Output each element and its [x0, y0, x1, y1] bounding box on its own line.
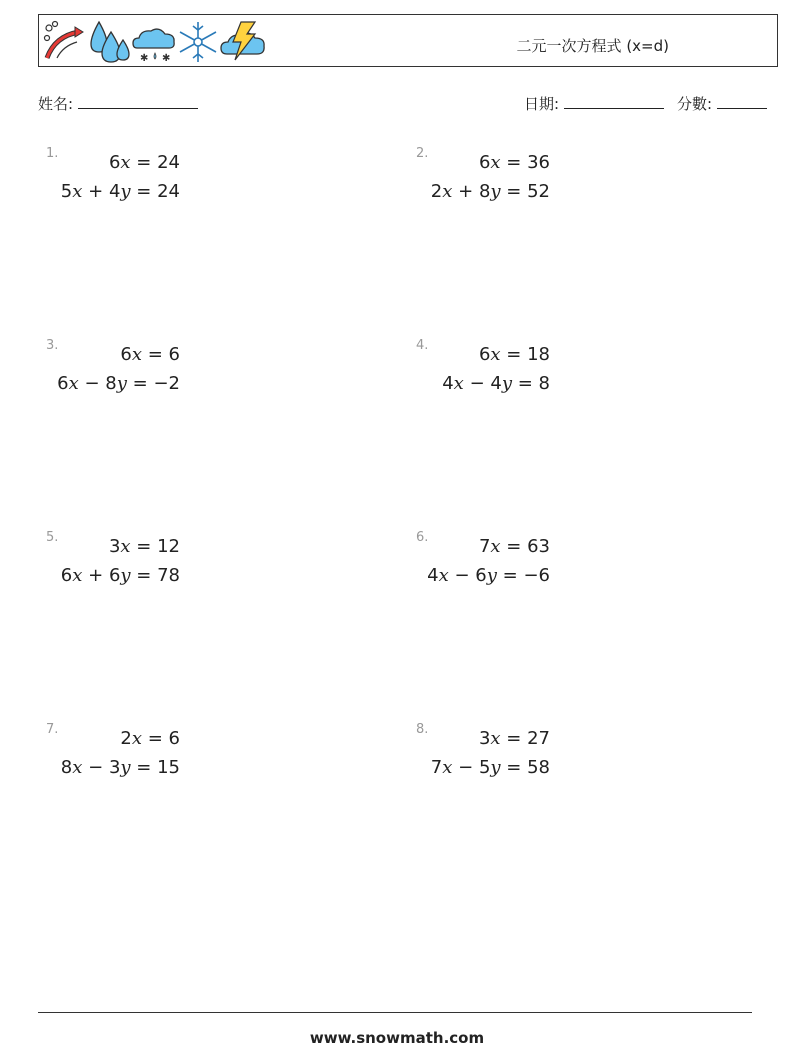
problem-1 [46, 146, 180, 216]
svg-text:✱: ✱ [140, 53, 149, 64]
problem-number: 1. [46, 146, 59, 161]
rhs: 12 [157, 536, 180, 557]
var-x: x [131, 728, 143, 749]
problem-7 [46, 722, 180, 792]
rhs: 58 [527, 757, 550, 778]
coef-b: 6 [475, 565, 487, 586]
svg-text:✱: ✱ [162, 53, 171, 64]
weather-icons [41, 18, 271, 64]
problem-number: 6. [416, 530, 429, 545]
var-x: x [490, 344, 501, 365]
operator: + [458, 181, 474, 202]
rhs: 78 [157, 565, 180, 586]
equation-1: 6x = 36 [478, 152, 550, 173]
equation-2: 4x − 4y = 8 [442, 373, 550, 394]
var-x: x [120, 536, 131, 557]
rhs: 6 [168, 728, 180, 749]
coef-a: 7 [430, 757, 443, 778]
var-x: x [453, 373, 464, 394]
rhs: −6 [523, 565, 550, 586]
footer-url: www.snowmath.com [309, 1029, 485, 1047]
problem-3 [46, 338, 180, 408]
coef-a: 8 [60, 757, 73, 778]
rhs: 15 [157, 757, 180, 778]
coef-b: 3 [108, 757, 121, 778]
name-blank[interactable] [78, 94, 198, 109]
equation-2: 2x + 8y = 52 [430, 181, 550, 202]
coef-a: 5 [60, 181, 73, 202]
var-x: x [490, 152, 501, 173]
score-blank[interactable] [717, 94, 767, 109]
coef-b: 8 [478, 181, 491, 202]
rhs: 27 [527, 728, 550, 749]
rhs: −2 [153, 373, 180, 394]
operator: + [88, 181, 104, 202]
equation-1: 2x = 6 [120, 728, 180, 749]
date-field [524, 93, 664, 114]
equation-1: 6x = 6 [120, 344, 180, 365]
var-x: x [490, 536, 501, 557]
operator: − [84, 373, 100, 394]
rhs: 52 [527, 181, 550, 202]
operator: − [458, 757, 474, 778]
problem-number: 5. [46, 530, 59, 545]
var-y: y [120, 757, 131, 778]
problem-number: 2. [416, 146, 429, 161]
coef-b: 8 [105, 373, 117, 394]
problem-number: 7. [46, 722, 59, 737]
equation-2: 6x − 8y = −2 [57, 373, 180, 394]
coef-a: 7 [478, 536, 491, 557]
coef-a: 2 [120, 728, 132, 749]
equation-2: 7x − 5y = 58 [430, 757, 550, 778]
coef-b: 4 [108, 181, 121, 202]
coef-a: 3 [478, 728, 491, 749]
thunder-cloud-icon [221, 22, 264, 60]
worksheet-title: 二元一次方程式 (x=d) [516, 37, 669, 55]
date-label: 日期: [524, 95, 560, 113]
coef-a: 6 [478, 152, 491, 173]
name-label: 姓名: [38, 95, 74, 113]
coef-a: 6 [57, 373, 69, 394]
var-y: y [120, 565, 131, 586]
operator: − [469, 373, 485, 394]
problem-2 [416, 146, 550, 216]
snowflake-icon [180, 22, 216, 62]
var-x: x [120, 152, 131, 173]
problem-8 [416, 722, 550, 792]
snow-rain-cloud-icon [133, 29, 174, 64]
var-x: x [72, 565, 83, 586]
problem-number: 4. [416, 338, 429, 353]
var-x: x [442, 181, 453, 202]
operator: + [88, 565, 104, 586]
var-x: x [442, 757, 453, 778]
coef-a: 4 [427, 565, 439, 586]
name-field [38, 93, 198, 114]
var-y: y [116, 373, 127, 394]
problem-6 [416, 530, 550, 600]
problem-number: 8. [416, 722, 429, 737]
equation-1: 6x = 24 [108, 152, 180, 173]
rhs: 8 [538, 373, 550, 394]
var-y: y [486, 565, 497, 586]
equation-1: 6x = 18 [478, 344, 550, 365]
coef-a: 6 [60, 565, 73, 586]
equation-1: 7x = 63 [478, 536, 550, 557]
var-x: x [490, 728, 501, 749]
var-x: x [131, 344, 143, 365]
worksheet-header [38, 14, 778, 67]
var-x: x [438, 565, 449, 586]
equation-2: 8x − 3y = 15 [60, 757, 180, 778]
coef-a: 6 [478, 344, 491, 365]
coef-a: 2 [430, 181, 443, 202]
rhs: 6 [168, 344, 180, 365]
var-y: y [490, 181, 501, 202]
rhs: 36 [527, 152, 550, 173]
coef-b: 4 [490, 373, 502, 394]
water-drops-icon [91, 22, 129, 62]
var-y: y [490, 757, 501, 778]
rhs: 18 [527, 344, 550, 365]
score-field [677, 93, 767, 114]
problem-4 [416, 338, 550, 408]
equation-2: 6x + 6y = 78 [60, 565, 180, 586]
date-blank[interactable] [564, 94, 664, 109]
coef-b: 6 [108, 565, 121, 586]
var-x: x [72, 757, 83, 778]
operator: − [88, 757, 104, 778]
score-label: 分數: [677, 95, 713, 113]
operator: − [454, 565, 470, 586]
coef-a: 3 [108, 536, 121, 557]
equation-2: 5x + 4y = 24 [60, 181, 180, 202]
wind-icon [45, 22, 84, 59]
footer-divider [38, 1012, 752, 1013]
rhs: 24 [157, 181, 180, 202]
coef-a: 6 [120, 344, 132, 365]
var-y: y [501, 373, 513, 394]
rhs: 24 [157, 152, 180, 173]
coef-b: 5 [478, 757, 491, 778]
var-y: y [120, 181, 131, 202]
problem-5 [46, 530, 180, 600]
problem-number: 3. [46, 338, 59, 353]
coef-a: 6 [108, 152, 121, 173]
rhs: 63 [527, 536, 550, 557]
var-x: x [72, 181, 83, 202]
equation-1: 3x = 12 [108, 536, 180, 557]
equation-1: 3x = 27 [478, 728, 550, 749]
var-x: x [68, 373, 79, 394]
equation-2: 4x − 6y = −6 [427, 565, 550, 586]
coef-a: 4 [442, 373, 454, 394]
